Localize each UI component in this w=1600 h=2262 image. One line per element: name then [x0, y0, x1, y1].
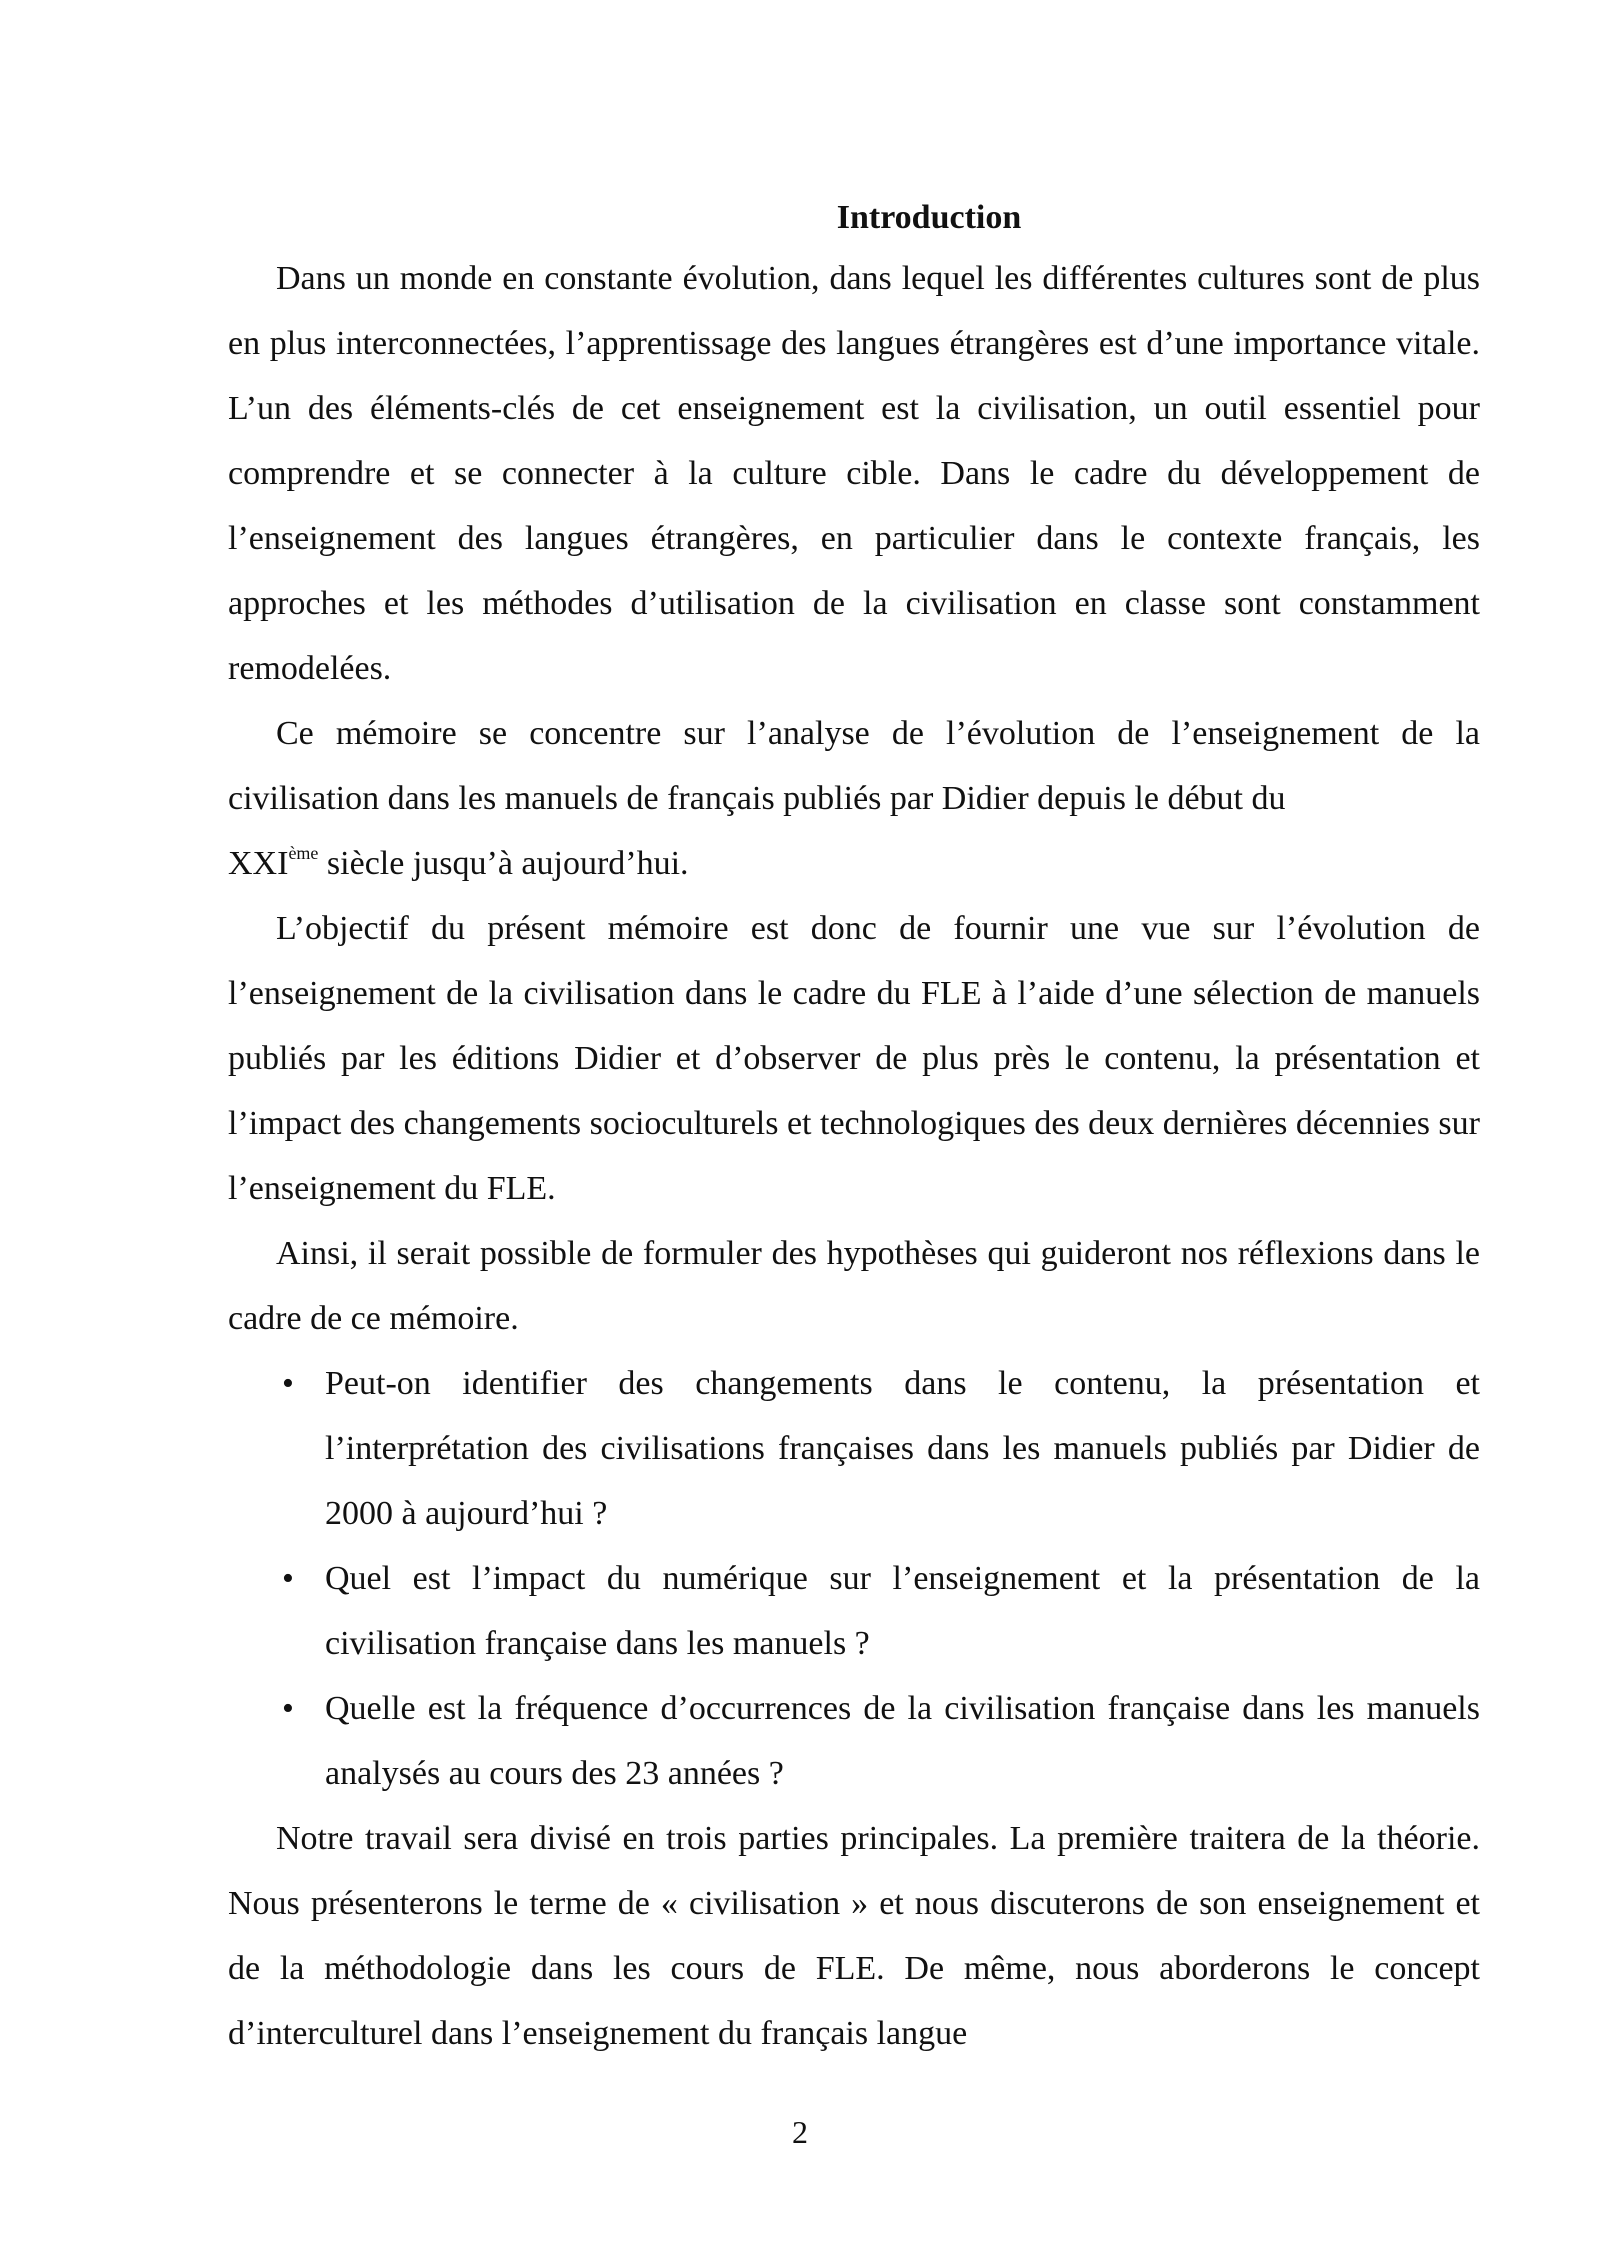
paragraph-intro: Dans un monde en constante évolution, dans lequel les différentes cultures sont de plus en plus interconnectées, l’apprentissage des langues étrangères est d’une importance vitale. L’un des éléments-clés de cet enseignement est la civilisation, un outil essentiel pour comprendre et se connecter à la culture cible. Dans le cadre du développement de l’enseignement des langues étrangères, en particulier dans le contexte français, les approches et les méthodes d’utilisation de la civilisation en classe sont constamment remodelées. — [228, 260, 1480, 687]
century-roman: XXI — [228, 845, 289, 882]
list-item — [228, 1351, 1480, 1546]
list-item-text: Quel est l’impact du numérique sur l’enseignement et la présentation de la civilisation française dans les manuels ? — [325, 1560, 1480, 1662]
paragraph-hypotheses: Ainsi, il serait possible de formuler des hypothèses qui guideront nos réflexions dans le cadre de ce mémoire. — [228, 1235, 1480, 1337]
page-title: Introduction — [836, 199, 1022, 236]
list-item — [228, 1676, 1480, 1806]
century-superscript: ème — [288, 843, 319, 863]
bullet-icon: • — [282, 1560, 294, 1597]
list-item — [228, 1546, 1480, 1676]
bullet-icon: • — [282, 1365, 294, 1402]
paragraph-objective: L’objectif du présent mémoire est donc de fournir une vue sur l’évolution de l’enseignement de la civilisation dans le cadre du FLE à l’aide d’une sélection de manuels publiés par les éditions Didier et d’observer de plus près le contenu, la présentation et l’impact des changements socioculturels et technologiques des deux dernières décennies sur l’enseignement du FLE. — [228, 910, 1480, 1207]
paragraph-focus — [228, 701, 1480, 896]
list-item-text: Peut-on identifier des changements dans le contenu, la présentation et l’interprétation des civilisations françaises dans les manuels publiés par Didier de 2000 à aujourd’hui ? — [325, 1365, 1480, 1532]
page-number: 2 — [792, 2114, 808, 2150]
century-rest: siècle jusqu’à aujourd’hui. — [318, 845, 689, 882]
paragraph-structure: Notre travail sera divisé en trois parties principales. La première traitera de la théorie. Nous présenterons le terme de « civilisation » et nous discuterons de son enseignement et de la méthodologie dans les cours de FLE. De même, nous aborderons le concept d’interculturel dans l’enseignement du français langue — [228, 1820, 1480, 2052]
list-item-text: Quelle est la fréquence d’occurrences de la civilisation française dans les manuels analysés au cours des 23 années ? — [325, 1690, 1480, 1792]
page-body — [228, 190, 1480, 2066]
hypotheses-list — [228, 1351, 1480, 1806]
bullet-icon: • — [282, 1690, 294, 1727]
paragraph-focus-text: Ce mémoire se concentre sur l’analyse de l’évolution de l’enseignement de la civilisation dans les manuels de français publiés par Didier depuis le début du — [228, 715, 1480, 817]
